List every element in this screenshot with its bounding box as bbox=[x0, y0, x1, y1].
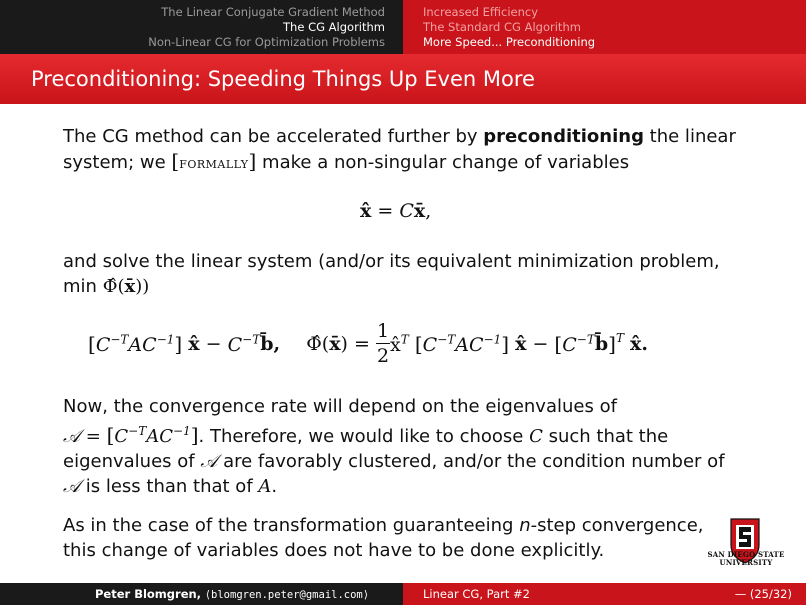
subsection-list bbox=[403, 0, 806, 54]
eq2-b-bar-2: b̄ bbox=[594, 333, 609, 355]
eq2-term-3: $C^{-T}AC^{-1}$ bbox=[422, 332, 502, 356]
intro-text: The CG method can be accelerated further by bbox=[63, 126, 484, 147]
cal-a-expr: $C^{-T}AC^{-1}$ bbox=[114, 424, 191, 447]
intro-text-end: make a non-singular change of variables bbox=[256, 152, 630, 173]
footer-bar bbox=[0, 583, 806, 605]
eq2-bracket-2: ] bbox=[174, 332, 183, 356]
nav-subsection-increased-efficiency[interactable]: Increased Efficiency bbox=[423, 5, 539, 19]
phi-hat-expr: Φ̂(x̄)) bbox=[102, 276, 150, 297]
bracket-left: [ bbox=[171, 149, 180, 173]
eq2-bracket-1: [ bbox=[88, 332, 96, 356]
cal-a-inline-2: 𝒜 bbox=[63, 476, 81, 497]
preconditioning-term: preconditioning bbox=[483, 126, 644, 147]
eq2-bracket-4: ] bbox=[501, 332, 510, 356]
frame-title-bar bbox=[0, 54, 806, 104]
matrix-c: C bbox=[399, 200, 414, 222]
implicit-text: As in the case of the transformation guaranteeing bbox=[63, 515, 520, 536]
implicit-text-cont: -step convergence, bbox=[530, 515, 704, 536]
matrix-a-inline: A bbox=[258, 476, 272, 497]
author-name: Peter Blomgren, bbox=[95, 587, 202, 601]
eq2-x-hat-2: x̂ bbox=[515, 333, 527, 355]
nav-section-nonlinear-cg[interactable]: Non-Linear CG for Optimization Problems bbox=[148, 35, 385, 49]
cal-a-equals: = bbox=[80, 426, 107, 447]
clustered-text: are favorably clustered, and/or the condition number of bbox=[217, 451, 725, 472]
intro-text-cont: the linear system; we bbox=[63, 126, 736, 173]
frame-title: Preconditioning: Speeding Things Up Even More bbox=[31, 67, 535, 91]
eq2-transpose: T bbox=[615, 331, 624, 346]
matrix-c-inline: C bbox=[529, 426, 543, 447]
sdsu-wordmark bbox=[706, 551, 786, 567]
eq2-phi: Φ̂(x̄) = bbox=[306, 333, 370, 355]
solve-text: and solve the linear system (and/or its equivalent minimization problem, bbox=[63, 251, 720, 272]
page-number: — (25/32) bbox=[734, 587, 792, 601]
preconditioned-system-equation bbox=[88, 322, 648, 372]
cal-a-def: 𝒜 bbox=[63, 426, 81, 447]
x-bar: x̄ bbox=[413, 200, 426, 222]
section-list bbox=[0, 0, 403, 54]
implicit-text-end: this change of variables does not have to be done explicitly. bbox=[63, 540, 605, 561]
nav-subsection-standard-cg[interactable]: The Standard CG Algorithm bbox=[423, 20, 581, 34]
min-label: min bbox=[63, 276, 97, 297]
such-that-text: such that the bbox=[542, 426, 669, 447]
section-navigation bbox=[0, 0, 806, 54]
author-email: ⟨blomgren.peter@gmail.com⟩ bbox=[204, 589, 370, 601]
bracket-right: ] bbox=[248, 149, 257, 173]
eigenvalues-text: eigenvalues of bbox=[63, 451, 201, 472]
eq2-x-hat-3: x̂. bbox=[630, 333, 648, 355]
sdsu-line-1: SAN DIEGO STATE bbox=[707, 550, 785, 559]
eq2-minus: − bbox=[205, 333, 222, 355]
eq2-bracket-5: [ bbox=[554, 332, 563, 356]
paragraph-implicit bbox=[63, 513, 753, 563]
nav-section-cg-algorithm[interactable]: The CG Algorithm bbox=[283, 20, 385, 34]
less-than-text: is less than that of bbox=[80, 476, 259, 497]
nav-subsection-preconditioning[interactable]: More Speed... Preconditioning bbox=[423, 35, 596, 49]
paragraph-solve bbox=[63, 249, 753, 299]
eq2-bracket-6: ] bbox=[608, 332, 616, 356]
eq2-term-1: $C^{-T}AC^{-1}$ bbox=[95, 332, 175, 356]
x-hat: x̂ bbox=[360, 200, 372, 222]
eq2-x-hat: x̂ bbox=[188, 333, 200, 355]
convergence-text: Now, the convergence rate will depend on the eigenvalues of bbox=[63, 396, 617, 417]
n-step-variable: n bbox=[519, 515, 531, 536]
paragraph-convergence bbox=[63, 394, 753, 499]
period: . bbox=[271, 476, 278, 497]
therefore-text: . Therefore, we would like to choose bbox=[198, 426, 530, 447]
equals-sign: = bbox=[377, 200, 400, 222]
cal-a-bracket-right: ] bbox=[190, 423, 199, 447]
eq2-term-2: $C^{-T}$ bbox=[227, 332, 261, 356]
talk-title: Linear CG, Part #2 bbox=[423, 587, 530, 601]
eq2-b-bar: b̄, bbox=[260, 333, 281, 355]
eq2-term-4: $C^{-T}$ bbox=[562, 332, 595, 356]
eq2-xt: x̂$^T$ bbox=[390, 332, 409, 356]
cal-a-bracket-left: [ bbox=[106, 423, 115, 447]
formally-text: formally bbox=[179, 153, 249, 172]
eq2-bracket-3: [ bbox=[414, 332, 423, 356]
paragraph-intro bbox=[63, 124, 753, 175]
comma: , bbox=[425, 200, 432, 222]
change-of-variables-equation bbox=[360, 200, 431, 222]
eq2-half: $\frac{1}{2}$ bbox=[376, 320, 390, 367]
eq2-minus-2: − bbox=[532, 333, 549, 355]
sdsu-line-2: UNIVERSITY bbox=[719, 558, 773, 567]
footer-author bbox=[0, 583, 403, 605]
cal-a-inline: 𝒜 bbox=[200, 451, 218, 472]
footer-talk bbox=[403, 583, 806, 605]
nav-section-linear-cg[interactable]: The Linear Conjugate Gradient Method bbox=[161, 5, 385, 19]
